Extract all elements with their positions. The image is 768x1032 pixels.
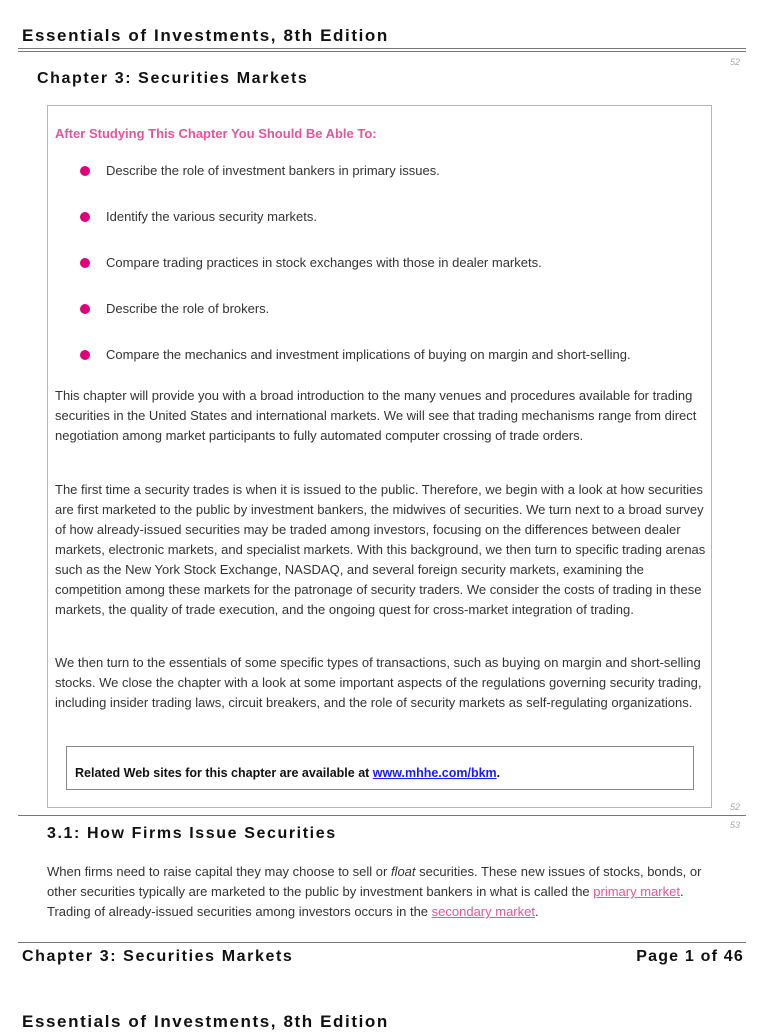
primary-market-link[interactable]: primary market: [593, 884, 680, 899]
header-rule: [18, 48, 746, 49]
objective-item: Describe the role of investment bankers in primary issues.: [78, 160, 698, 206]
objective-item: Describe the role of brokers.: [78, 298, 698, 344]
bullet-icon: [80, 166, 90, 176]
bullet-icon: [80, 350, 90, 360]
margin-page-number: 52: [729, 57, 740, 67]
footer-rule: [18, 942, 746, 943]
bullet-icon: [80, 258, 90, 268]
section-rule: [18, 815, 746, 816]
secondary-market-link[interactable]: secondary market: [431, 904, 535, 919]
objective-item: Compare trading practices in stock exchanges with those in dealer markets.: [78, 252, 698, 298]
bullet-icon: [80, 304, 90, 314]
objective-item: Compare the mechanics and investment implications of buying on margin and short-selling.: [78, 344, 698, 390]
chapter-title: Chapter 3: Securities Markets: [37, 70, 309, 87]
related-sites-link[interactable]: www.mhhe.com/bkm: [372, 766, 497, 780]
section-paragraph: When firms need to raise capital they may choose to sell or float securities. These new issues of stocks, bonds, or other securities typically are marketed to the public by investment bankers in what is called the primary market. Trading of already-issued securities among investors occurs in the secondary market.: [47, 864, 702, 919]
next-page-header: Essentials of Investments, 8th Edition: [22, 1012, 389, 1031]
objectives-list: [78, 160, 698, 390]
bullet-icon: [80, 212, 90, 222]
intro-paragraph-1: This chapter will provide you with a broad introduction to the many venues and procedures available for trading securities in the United States and international markets. We will see that trading mechanisms range from direct negotiation among market participants to fully automated computer crossing of trade orders.: [55, 388, 697, 443]
objective-item: Identify the various security markets.: [78, 206, 698, 252]
header-rule-2: [18, 51, 746, 52]
section-title: 3.1: How Firms Issue Securities: [47, 825, 337, 842]
book-title-header: Essentials of Investments, 8th Edition: [22, 26, 389, 45]
intro-paragraph-2: The first time a security trades is when it is issued to the public. Therefore, we begin with a look at how securities are first marketed to the public by investment bankers, the midwives of securities. We turn next to a broad survey of how already-issued securities may be traded among investors, focusing on the differences between dealer markets, electronic markets, and specialist markets. With this background, we then turn to specific trading arenas such as the New York Stock Exchange, NASDAQ, and several foreign security markets, examining the competition among these markets for the patronage of security traders. We consider the costs of trading in these markets, the quality of trade execution, and the ongoing quest for cross-market integration of trading.: [55, 482, 706, 617]
footer-page-number: Page 1 of 46: [636, 948, 744, 965]
related-sites-text: Related Web sites for this chapter are available at www.mhhe.com/bkm.: [75, 766, 501, 780]
objectives-heading: After Studying This Chapter You Should Be Able To:: [55, 126, 377, 141]
intro-paragraph-3: We then turn to the essentials of some specific types of transactions, such as buying on margin and short-selling stocks. We close the chapter with a look at some important aspects of the regulations governing security trading, including insider trading laws, circuit breakers, and the role of security markets as self-regulating organizations.: [55, 655, 702, 710]
margin-page-number: 53: [729, 820, 740, 830]
margin-page-number: 52: [729, 802, 740, 812]
footer-chapter-title: Chapter 3: Securities Markets: [22, 948, 294, 965]
